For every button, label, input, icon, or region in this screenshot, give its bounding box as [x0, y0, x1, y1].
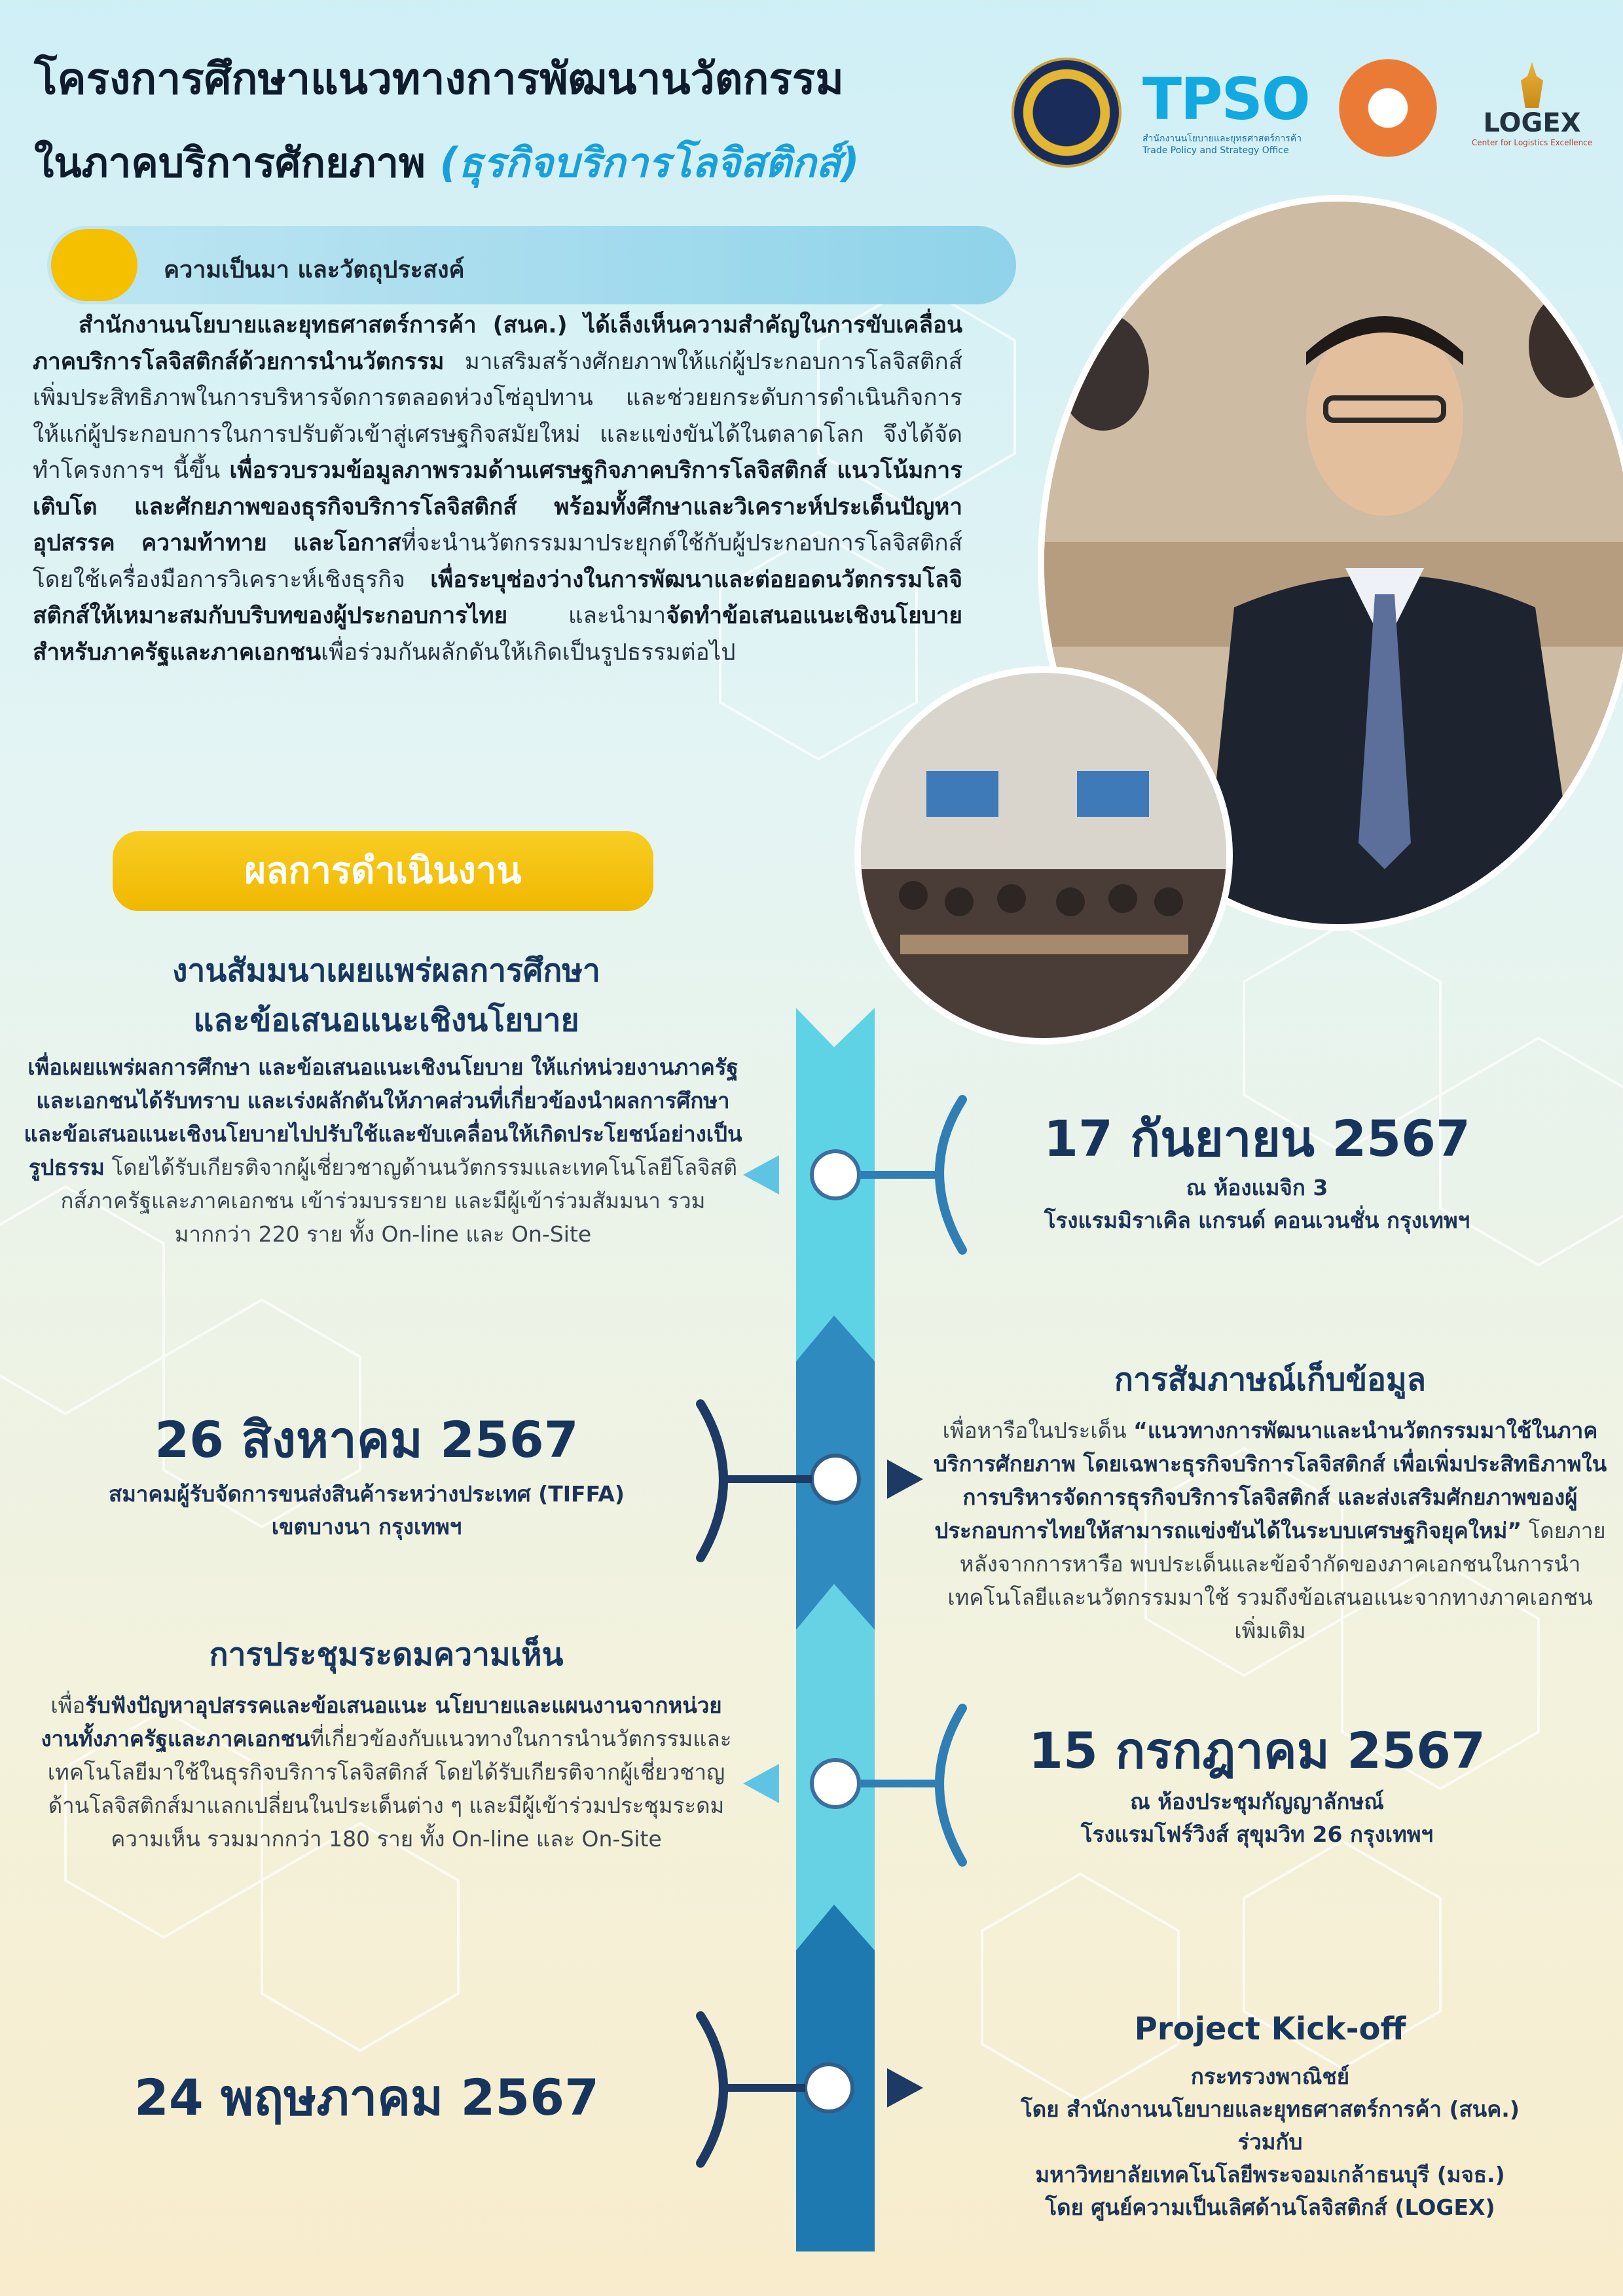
event1-body-text: โดยได้รับเกียรติจากผู้เชี่ยวชาญด้านนวัตกรรมและเทคโนโลยีโลจิสติกส์ภาครัฐและภาคเอกชน เข้าร่วมบรรยาย และมีผู้เข้าร่วมสัมมนา รวมมากกว่า 220 ราย ทั้ง On-line และ On-Site — [60, 1155, 738, 1247]
event4-line2: โดย สำนักงานนโยบายและยุทธศาสตร์การค้า (สนค.) — [1021, 2096, 1520, 2122]
event1-venue-line2: โรงแรมมิราเคิล แกรนด์ คอนเวนชั่น กรุงเทพฯ — [1044, 1208, 1470, 1233]
event1-date: 17 กันยายน 2567 — [1044, 1109, 1470, 1168]
event3-title: การประชุมระดมความเห็น — [209, 1636, 564, 1673]
event4-date: 24 พฤษภาคม 2567 — [134, 2068, 600, 2126]
bracket-3 — [939, 1708, 962, 1862]
event2-body-text: โดยภายหลังจากการหารือ พบประเด็นและข้อจำกัดของภาคเอกชนในการนำเทคโนโลยีและนวัตกรรมมาใช้ รวมถึงข้อเสนอแนะจากทางภาคเอกชนเพิ่มเติม — [947, 1518, 1606, 1643]
intro-text-1: มาเสริมสร้างศักยภาพให้แก่ผู้ประกอบการโลจิสติกส์ เพิ่มประสิทธิภาพในการบริหารจัดการตลอดห่วงโซ่อุปทาน และช่วยยกระดับการดำเนินกิจการให้แก่ผู้ประกอบการในการปรับตัวเข้าสู่เศรษฐกิจสมัยใหม่ และแข่งขันได้ในตลาดโลก จึงได้จัดทำโครงการฯ นี้ขึ้น — [33, 348, 962, 484]
intro-bold-2: เพื่อรวบรวมข้อมูลภาพรวมด้านเศรษฐกิจภาคบริการโลจิสติกส์ แนวโน้มการเติบโต และศักยภาพของธุรกิจบริการโลจิสติกส์ พร้อมทั้งศึกษาและวิเคราะห์ประเด็นปัญหา อุปสรรค ความท้าทาย และโอกาส — [33, 457, 962, 556]
timeline-node-3 — [812, 1760, 859, 1807]
intro-bold-4: จัดทำข้อเสนอแนะเชิงนโยบายสำหรับภาครัฐและภาคเอกชน — [33, 603, 962, 666]
intro-bold-3: เพื่อระบุช่องว่างในการพัฒนาและต่อยอดนวัตกรรมโลจิสติกส์ให้เหมาะสมกับบริบทของผู้ประกอบการไทย — [33, 566, 962, 629]
event3-venue-line2: โรงแรมโฟร์วิงส์ สุขุมวิท 26 กรุงเทพฯ — [1080, 1821, 1434, 1847]
event2-date: 26 สิงหาคม 2567 — [155, 1410, 579, 1469]
event1-title-line2: และข้อเสนอแนะเชิงนโยบาย — [193, 1002, 579, 1039]
timeline-node-2 — [812, 1456, 859, 1503]
tpso-logo-word: TPSO — [1142, 65, 1309, 133]
event4-line1: กระทรวงพาณิชย์ — [1190, 2064, 1350, 2089]
intro-text-3: และนำมา — [507, 603, 666, 629]
event1-body — [23, 1050, 743, 1251]
intro-text-4: เพื่อร่วมกันผลักดันให้เกิดเป็นรูปธรรมต่อไป — [321, 639, 736, 666]
intro-text-2: ที่จะนำนวัตกรรมมาประยุกต์ใช้กับผู้ประกอบการโลจิสติกส์ โดยใช้เครื่องมือการวิเคราะห์เชิงธุรกิจ — [33, 530, 962, 593]
page-title-highlight: (ธุรกิจบริการโลจิสติกส์) — [439, 139, 860, 187]
event1-body-bold: เพื่อเผยแพร่ผลการศึกษา และข้อเสนอแนะเชิงนโยบาย ให้แก่หน่วยงานภาครัฐและเอกชนได้รับทราบ และเร่งผลักดันให้ภาคส่วนที่เกี่ยวข้องนำผลการศึกษาและข้อเสนอแนะเชิงนโยบายไปปรับใช้และขับเคลื่อนให้เกิดประโยชน์อย่างเป็นรูปธรรม — [24, 1054, 742, 1180]
event2-venue-line1: สมาคมผู้รับจัดการขนส่งสินค้าระหว่างประเทศ (TIFFA) — [109, 1481, 625, 1507]
event3-date: 15 กรกฎาคม 2567 — [1029, 1721, 1486, 1780]
tpso-logo-thai: สำนักงานนโยบายและยุทธศาสตร์การค้า — [1142, 134, 1302, 144]
event2-venue-line2: เขตบางนา กรุงเทพฯ — [271, 1514, 462, 1539]
bracket-2 — [701, 1404, 723, 1558]
timeline-node-4 — [805, 2064, 852, 2111]
event1-title-line1: งานสัมมนาเผยแพร่ผลการศึกษา — [172, 952, 601, 989]
event4-line3: ร่วมกับ — [1237, 2129, 1303, 2155]
logex-logo-word: LOGEX — [1483, 108, 1581, 138]
intro-bold-1: สำนักงานนโยบายและยุทธศาสตร์การค้า (สนค.) ได้เล็งเห็นความสำคัญในการขับเคลื่อนภาคบริการโลจิสติกส์ด้วยการนำนวัตกรรม — [33, 312, 962, 375]
results-heading: ผลการดำเนินงาน — [113, 831, 653, 911]
event3-body-pre: เพื่อ — [50, 1693, 86, 1718]
event2-body-bold: “แนวทางการพัฒนาและนำนวัตกรรมมาใช้ในภาคบริการศักยภาพ โดยเฉพาะธุรกิจบริการโลจิสติกส์ เพื่อเพิ่มประสิทธิภาพในการบริหารจัดการธุรกิจบริการโลจิสติกส์ และส่งเสริมศักยภาพของผู้ประกอบการไทยให้สามารถแข่งขันได้ในระบบเศรษฐกิจยุคใหม่” — [933, 1418, 1607, 1543]
event4-title: Project Kick-off — [1134, 2011, 1406, 2047]
section-heading: ความเป็นมา และวัตถุประสงค์ — [164, 257, 465, 283]
event4-line5: โดย ศูนย์ความเป็นเลิศด้านโลจิสติกส์ (LOGEX) — [1045, 2195, 1495, 2220]
tpso-logo-en: Trade Policy and Strategy Office — [1142, 145, 1289, 156]
event3-venue-line1: ณ ห้องประชุมกัญญาลักษณ์ — [1130, 1789, 1384, 1814]
bracket-4 — [701, 2016, 723, 2163]
arrow-left-3 — [743, 1764, 779, 1803]
page-title-prefix: ในภาคบริการศักยภาพ — [34, 139, 440, 187]
event3-body-bold: รับฟังปัญหาอุปสรรคและข้อเสนอแนะ นโยบายและแผนงานจากหน่วยงานทั้งภาครัฐและภาคเอกชน — [41, 1693, 722, 1751]
event1-title — [98, 946, 674, 1045]
logex-logo-sub: Center for Logistics Excellence — [1471, 138, 1593, 147]
page-title-line1: โครงการศึกษาแนวทางการพัฒนานวัตกรรม — [34, 54, 844, 104]
arrow-right-2 — [887, 1460, 923, 1499]
event3-body-text: ที่เกี่ยวข้องกับแนวทางในการนำนวัตกรรมและเทคโนโลยีมาใช้ในธุรกิจบริการโลจิสติกส์ โดยได้รับเกียรติจากผู้เชี่ยวชาญด้านโลจิสติกส์มาแลกเปลี่ยนในประเด็นต่าง ๆ และมีผู้เข้าร่วมประชุมระดมความเห็น รวมมากกว่า 180 ราย ทั้ง On-line และ On-Site — [47, 1726, 732, 1852]
event2-title: การสัมภาษณ์เก็บข้อมูล — [1114, 1361, 1427, 1398]
event1-venue-line1: ณ ห้องแมจิก 3 — [1186, 1175, 1328, 1200]
timeline-node-1 — [812, 1151, 859, 1198]
event2-body-pre: เพื่อหารือในประเด็น — [942, 1418, 1134, 1443]
event3-body — [39, 1689, 733, 1856]
event2-body — [930, 1414, 1611, 1647]
event4-line4: มหาวิทยาลัยเทคโนโลยีพระจอมเกล้าธนบุรี (มจธ.) — [1035, 2162, 1505, 2187]
arrow-left-1 — [743, 1155, 779, 1194]
